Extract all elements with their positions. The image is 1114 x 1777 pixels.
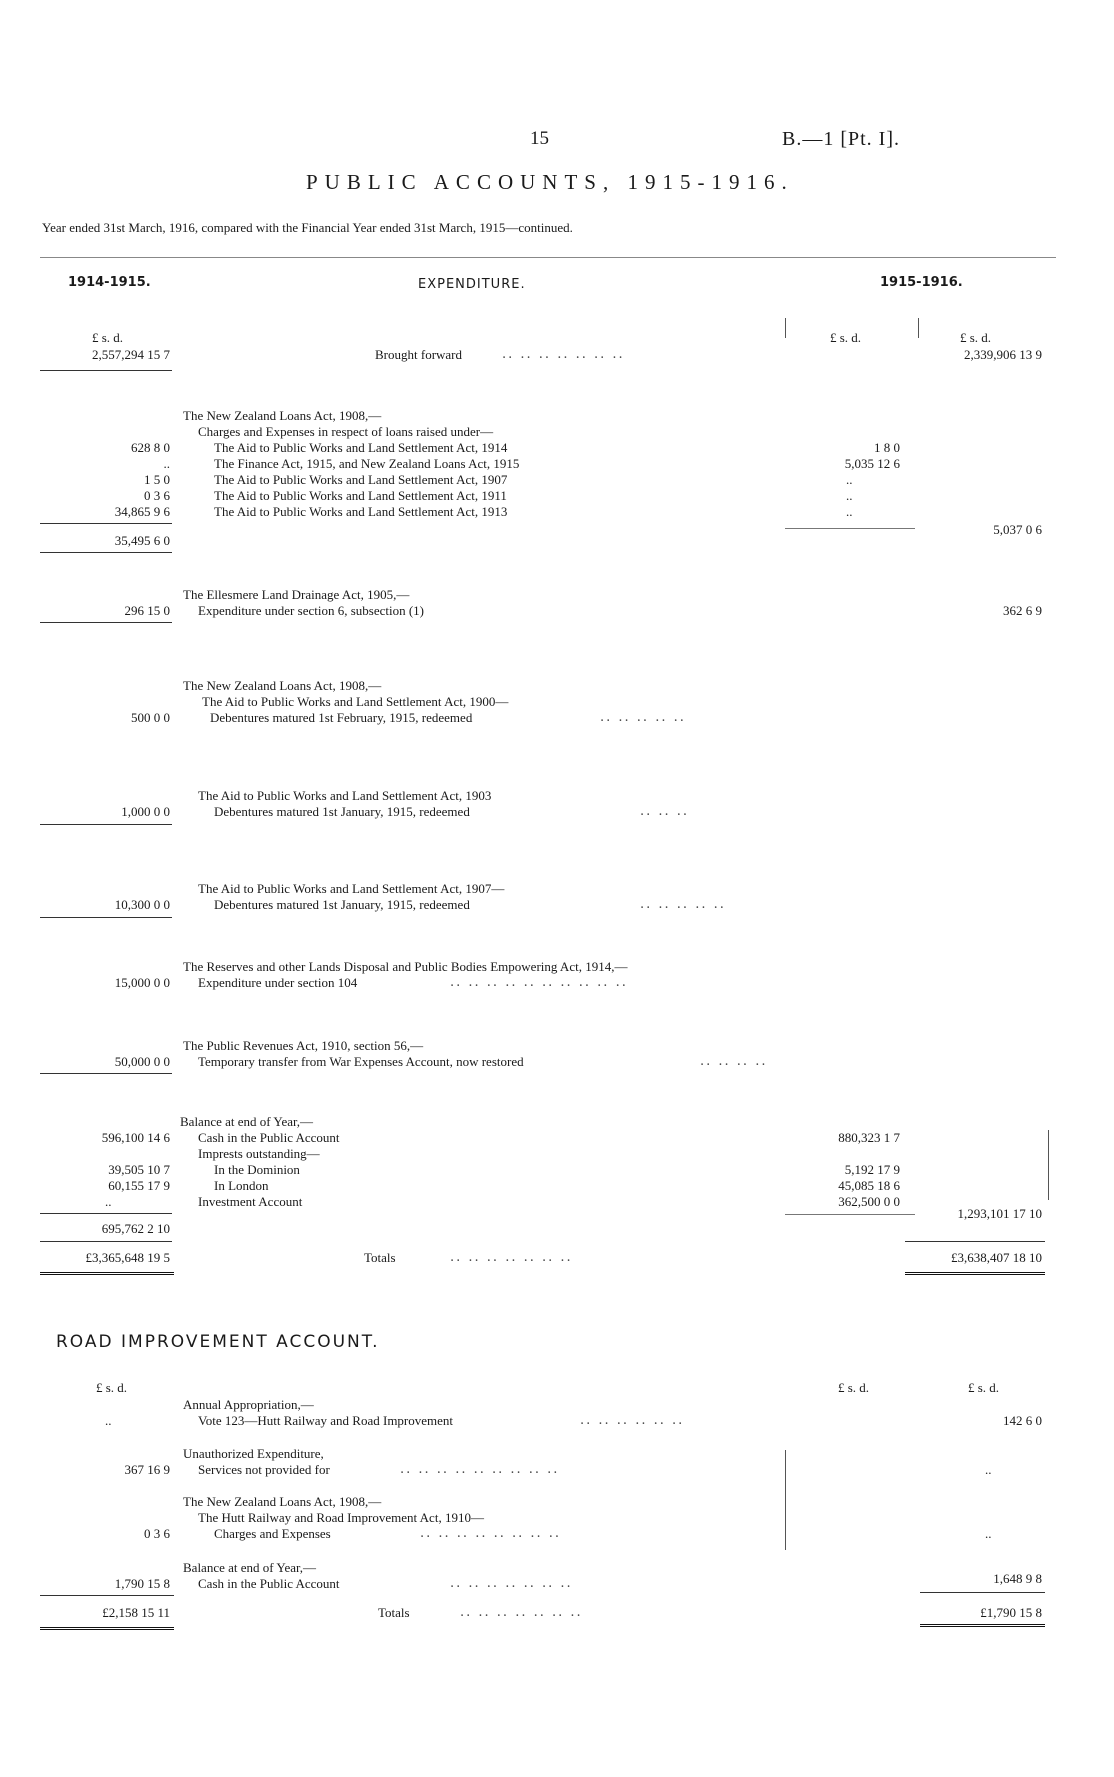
- road-balance-right: 1,648 9 8: [993, 1571, 1042, 1586]
- totals-right: £3,638,407 18 10: [951, 1250, 1042, 1265]
- london-label: In London: [214, 1178, 269, 1193]
- road-unauth-heading: Unauthorized Expenditure,: [183, 1446, 324, 1461]
- road-units-mid: £ s. d.: [838, 1380, 870, 1395]
- loans1-item-label: The Aid to Public Works and Land Settlement Act, 1907: [214, 472, 508, 487]
- aid1903-heading: The Aid to Public Works and Land Settlement Act, 1903: [198, 788, 492, 803]
- loans1-item-mid: 5,035 12 6: [844, 456, 900, 471]
- rule: [40, 370, 172, 371]
- page-title: PUBLIC ACCOUNTS, 1915-1916.: [306, 170, 794, 194]
- units-mid: £ s. d.: [830, 330, 862, 345]
- road-units-left: £ s. d.: [96, 1380, 128, 1395]
- ellesmere-heading: The Ellesmere Land Drainage Act, 1905,—: [183, 587, 410, 602]
- road-annual-label: Vote 123—Hutt Railway and Road Improvement: [198, 1413, 454, 1428]
- road-totals-left: £2,158 15 11: [102, 1605, 170, 1620]
- column-separator: [1048, 1130, 1049, 1200]
- road-title: ROAD IMPROVEMENT ACCOUNT.: [56, 1332, 380, 1352]
- reserves-label: Expenditure under section 104: [198, 975, 358, 990]
- rule: [40, 1213, 172, 1214]
- rule: [40, 917, 172, 918]
- road-loans-label: Charges and Expenses: [214, 1526, 331, 1541]
- column-year-1914: 1914-1915.: [68, 275, 151, 290]
- london-mid: 45,085 18 6: [838, 1178, 900, 1193]
- units-left: £ s. d.: [92, 330, 124, 345]
- balance-left-total: 695,762 2 10: [101, 1221, 170, 1236]
- imprests-label: Imprests outstanding—: [198, 1146, 320, 1161]
- balance-right-total: 1,293,101 17 10: [957, 1206, 1042, 1221]
- reserves-heading: The Reserves and other Lands Disposal and Public Bodies Empowering Act, 1914,—: [183, 959, 628, 974]
- investment-left: ..: [105, 1194, 112, 1209]
- aid1907-left: 10,300 0 0: [114, 897, 170, 912]
- revenues-label: Temporary transfer from War Expenses Account, now restored: [198, 1054, 524, 1069]
- road-unauth-left: 367 16 9: [124, 1462, 170, 1477]
- column-separator: [785, 318, 786, 338]
- rule: [40, 552, 172, 553]
- loans1-item-label: The Aid to Public Works and Land Settlement Act, 1913: [214, 504, 508, 519]
- rule: [40, 824, 172, 825]
- column-separator: [785, 1450, 786, 1550]
- loans1-left-total: 35,495 6 0: [114, 533, 170, 548]
- loans2-sub: The Aid to Public Works and Land Settlement Act, 1900—: [202, 694, 509, 709]
- column-expenditure: EXPENDITURE.: [418, 277, 526, 292]
- brought-forward-right: 2,339,906 13 9: [964, 347, 1042, 362]
- investment-label: Investment Account: [198, 1194, 303, 1209]
- totals-label: Totals: [364, 1250, 396, 1265]
- road-balance-label: Cash in the Public Account: [198, 1576, 340, 1591]
- road-balance-heading: Balance at end of Year,—: [183, 1560, 317, 1575]
- loans1-item-mid: 1 8 0: [874, 440, 900, 455]
- rule: [785, 528, 915, 529]
- rule: [920, 1592, 1045, 1593]
- double-rule: [40, 1627, 174, 1630]
- road-balance-left: 1,790 15 8: [114, 1576, 170, 1591]
- loans1-item-mid: ..: [846, 488, 853, 503]
- road-totals-label: Totals: [378, 1605, 410, 1620]
- road-totals-right: £1,790 15 8: [980, 1605, 1042, 1620]
- column-year-1915: 1915-1916.: [880, 275, 963, 290]
- loans1-item-label: The Aid to Public Works and Land Settlement Act, 1911: [214, 488, 507, 503]
- road-annual-heading: Annual Appropriation,—: [183, 1397, 314, 1412]
- investment-mid: 362,500 0 0: [838, 1194, 900, 1209]
- rule: [40, 1241, 172, 1242]
- dominion-left: 39,505 10 7: [108, 1162, 170, 1177]
- double-rule: [920, 1624, 1045, 1627]
- rule: [40, 1073, 172, 1074]
- loans2-label: Debentures matured 1st February, 1915, redeemed: [210, 710, 473, 725]
- loans1-item-left: 34,865 9 6: [114, 504, 170, 519]
- brought-forward-label: Brought forward: [375, 347, 463, 362]
- header-rule: [40, 257, 1056, 258]
- road-unauth-label: Services not provided for: [198, 1462, 330, 1477]
- loans1-right-total: 5,037 0 6: [993, 522, 1042, 537]
- loans1-heading: The New Zealand Loans Act, 1908,—: [183, 408, 382, 423]
- double-rule: [905, 1272, 1045, 1275]
- column-separator: [918, 318, 919, 338]
- loans1-item-label: The Aid to Public Works and Land Settlement Act, 1914: [214, 440, 508, 455]
- balance-cash-mid: 880,323 1 7: [838, 1130, 900, 1145]
- page-number: 15: [530, 128, 549, 149]
- totals-left: £3,365,648 19 5: [85, 1250, 170, 1265]
- balance-cash-label: Cash in the Public Account: [198, 1130, 340, 1145]
- revenues-left: 50,000 0 0: [114, 1054, 170, 1069]
- road-annual-left: ..: [105, 1413, 112, 1428]
- loans1-item-label: The Finance Act, 1915, and New Zealand Loans Act, 1915: [214, 456, 520, 471]
- rule: [40, 622, 172, 623]
- dominion-mid: 5,192 17 9: [844, 1162, 900, 1177]
- loans1-item-mid: ..: [846, 504, 853, 519]
- brought-forward-left: 2,557,294 15 7: [92, 347, 170, 362]
- road-unauth-right: ..: [985, 1462, 992, 1477]
- loans1-item-left: 1 5 0: [144, 472, 170, 487]
- dominion-label: In the Dominion: [214, 1162, 300, 1177]
- loans1-item-left: 0 3 6: [144, 488, 170, 503]
- ellesmere-right: 362 6 9: [1003, 603, 1042, 618]
- ellesmere-left: 296 15 0: [124, 603, 170, 618]
- balance-cash-left: 596,100 14 6: [101, 1130, 170, 1145]
- loans1-item-left: 628 8 0: [131, 440, 170, 455]
- aid1903-label: Debentures matured 1st January, 1915, redeemed: [214, 804, 470, 819]
- loans2-left: 500 0 0: [131, 710, 170, 725]
- road-loans-heading: The New Zealand Loans Act, 1908,—: [183, 1494, 382, 1509]
- ellesmere-label: Expenditure under section 6, subsection (1): [198, 603, 424, 618]
- rule: [905, 1241, 1045, 1242]
- rule: [40, 1595, 174, 1596]
- rule: [40, 523, 172, 524]
- page-subtitle: Year ended 31st March, 1916, compared with the Financial Year ended 31st March, 1915—continued.: [42, 220, 573, 235]
- road-units-right: £ s. d.: [968, 1380, 1000, 1395]
- loans1-sub: Charges and Expenses in respect of loans raised under—: [198, 424, 494, 439]
- double-rule: [40, 1272, 174, 1275]
- road-loans-right: ..: [985, 1526, 992, 1541]
- road-loans-sub: The Hutt Railway and Road Improvement Act, 1910—: [198, 1510, 484, 1525]
- loans2-heading: The New Zealand Loans Act, 1908,—: [183, 678, 382, 693]
- reserves-left: 15,000 0 0: [114, 975, 170, 990]
- london-left: 60,155 17 9: [108, 1178, 170, 1193]
- aid1907-heading: The Aid to Public Works and Land Settlement Act, 1907—: [198, 881, 505, 896]
- units-right: £ s. d.: [960, 330, 992, 345]
- road-annual-right: 142 6 0: [1003, 1413, 1042, 1428]
- aid1907-label: Debentures matured 1st January, 1915, redeemed: [214, 897, 470, 912]
- aid1903-left: 1,000 0 0: [121, 804, 170, 819]
- loans1-item-mid: ..: [846, 472, 853, 487]
- road-loans-left: 0 3 6: [144, 1526, 170, 1541]
- loans1-item-left: ..: [163, 456, 170, 471]
- document-reference: B.—1 [Pt. I].: [782, 128, 900, 150]
- balance-heading: Balance at end of Year,—: [180, 1114, 314, 1129]
- revenues-heading: The Public Revenues Act, 1910, section 56,—: [183, 1038, 424, 1053]
- rule: [785, 1214, 915, 1215]
